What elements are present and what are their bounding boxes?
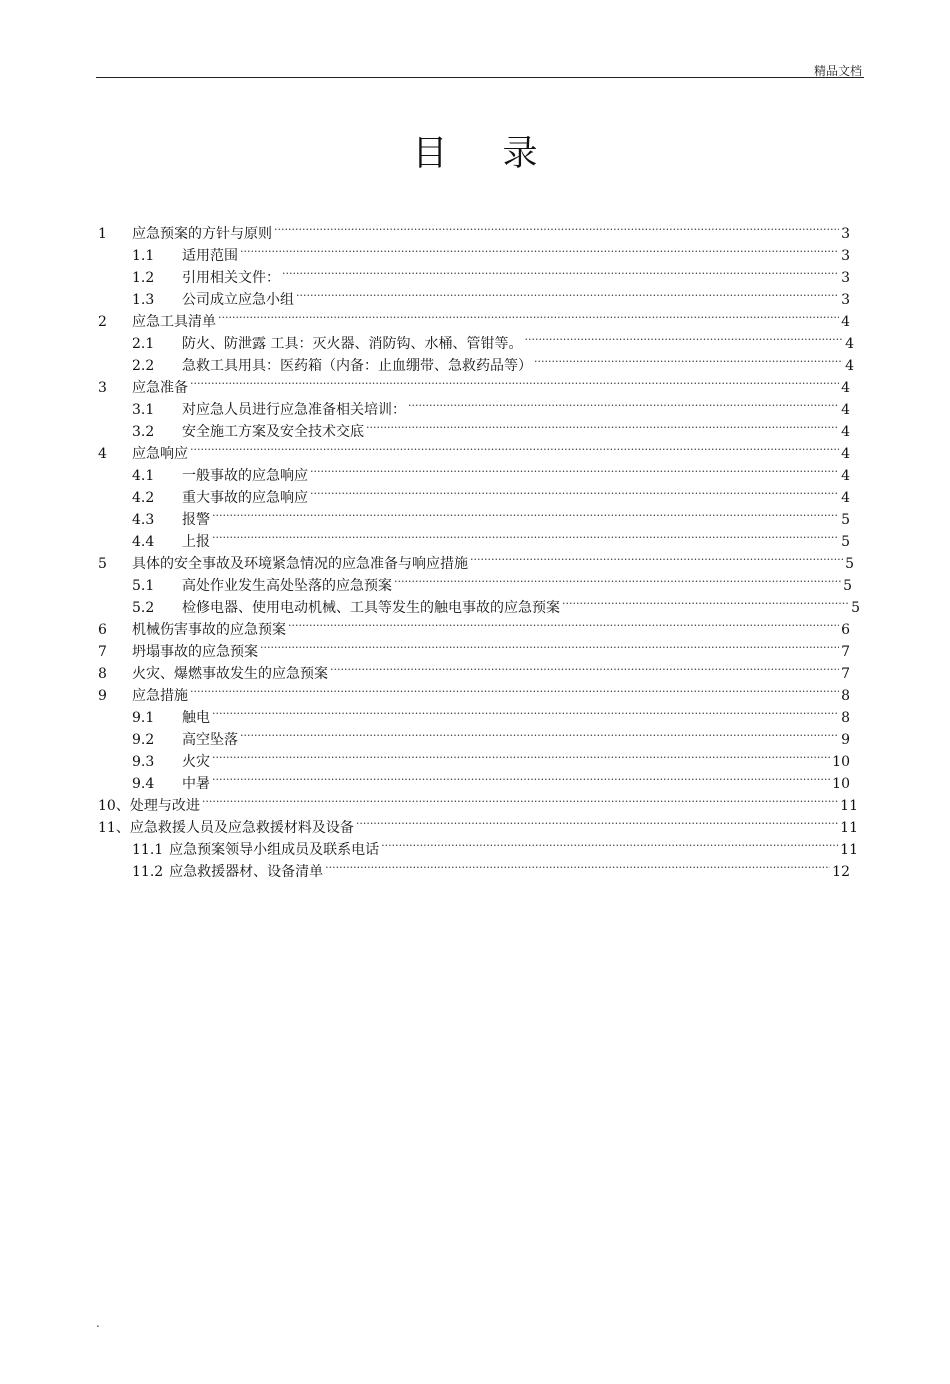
toc-entry-title: 检修电器、使用电动机械、工具等发生的触电事故的应急预案 xyxy=(182,600,560,616)
toc-entry-page: 5 xyxy=(841,512,850,528)
toc-leader-dots xyxy=(212,700,839,722)
toc-entry-page: 4 xyxy=(845,336,854,352)
toc-entry-title: 公司成立应急小组 xyxy=(182,292,294,308)
toc-leader-dots xyxy=(218,304,839,326)
toc-entry-number: 6 xyxy=(98,622,107,638)
toc-entry-page: 4 xyxy=(841,468,850,484)
toc-leader-dots xyxy=(330,656,839,678)
toc-leader-dots xyxy=(282,260,839,282)
toc-entry-page: 3 xyxy=(841,292,850,308)
toc-entry-title: 报警 xyxy=(182,512,210,528)
toc-entry[interactable] xyxy=(132,766,850,792)
toc-entry-title: 机械伤害事故的应急预案 xyxy=(132,622,286,638)
header-label: 精品文档 xyxy=(813,64,862,78)
toc-entry-number: 11、 xyxy=(98,820,130,836)
toc-entry-page: 7 xyxy=(841,644,850,660)
toc-entry[interactable] xyxy=(132,480,850,506)
toc-entry-title: 防火、防泄露 工具：灭火器、消防钩、水桶、管钳等。 xyxy=(182,336,523,352)
toc-entry-title: 应急措施 xyxy=(132,688,188,704)
toc-entry-number: 5.2 xyxy=(132,600,155,616)
toc-entry-page: 10 xyxy=(832,776,850,792)
toc-entry-title: 高空坠落 xyxy=(182,732,238,748)
toc-entry-title: 对应急人员进行应急准备相关培训： xyxy=(182,402,406,418)
header-rule xyxy=(96,77,864,78)
toc-entry[interactable] xyxy=(132,744,850,770)
toc-leader-dots xyxy=(212,744,830,766)
toc-entry[interactable] xyxy=(132,590,860,616)
toc-entry-page: 12 xyxy=(832,864,850,880)
toc-leader-dots xyxy=(534,348,843,370)
toc-entry[interactable] xyxy=(132,282,850,308)
toc-entry-page: 4 xyxy=(841,314,850,330)
toc-entry-number: 9 xyxy=(98,688,107,704)
toc-leader-dots xyxy=(240,238,839,260)
toc-entry-page: 4 xyxy=(841,446,850,462)
toc-entry-number: 1 xyxy=(98,226,107,242)
toc-entry-title: 应急救援人员及应急救援材料及设备 xyxy=(129,820,354,836)
toc-leader-dots xyxy=(296,282,839,304)
toc-entry[interactable] xyxy=(132,392,850,418)
toc-entry-number: 11.1 xyxy=(132,842,164,858)
toc-entry-page: 3 xyxy=(841,248,850,264)
toc-leader-dots xyxy=(288,612,839,634)
toc-entry[interactable] xyxy=(98,304,850,330)
toc-entry-number: 5 xyxy=(98,556,107,572)
toc-entry-number: 11.2 xyxy=(132,864,164,880)
toc-entry[interactable] xyxy=(98,370,850,396)
toc-leader-dots xyxy=(190,436,839,458)
toc-entry[interactable] xyxy=(132,722,850,748)
toc-leader-dots xyxy=(240,722,839,744)
toc-entry-page: 3 xyxy=(841,226,850,242)
toc-entry-number: 5.1 xyxy=(132,578,155,594)
toc-entry-title: 应急准备 xyxy=(132,380,188,396)
toc-entry-number: 8 xyxy=(98,666,107,682)
toc-entry-number: 9.1 xyxy=(132,710,155,726)
toc-leader-dots xyxy=(212,502,839,524)
toc-entry[interactable] xyxy=(132,568,852,594)
toc-entry-title: 处理与改进 xyxy=(129,798,200,814)
toc-entry[interactable] xyxy=(98,436,850,462)
toc-entry-number: 2.2 xyxy=(132,358,155,374)
toc-entry[interactable] xyxy=(132,238,850,264)
toc-entry-number: 1.2 xyxy=(132,270,155,286)
toc-entry-page: 5 xyxy=(845,556,854,572)
toc-entry-title: 应急工具清单 xyxy=(132,314,216,330)
toc-entry-page: 4 xyxy=(841,402,850,418)
toc-entry-title: 触电 xyxy=(182,710,210,726)
toc-entry[interactable] xyxy=(132,414,850,440)
toc-entry-title: 应急预案的方针与原则 xyxy=(132,226,272,242)
toc-entry-title: 重大事故的应急响应 xyxy=(182,490,308,506)
toc-entry-page: 11 xyxy=(840,820,858,836)
toc-entry-page: 8 xyxy=(841,688,850,704)
toc-entry-title: 具体的安全事故及环境紧急情况的应急准备与响应措施 xyxy=(132,556,468,572)
toc-entry-number: 9.4 xyxy=(132,776,155,792)
toc-entry-title: 安全施工方案及安全技术交底 xyxy=(182,424,364,440)
toc-entry-title: 急救工具用具：医药箱（内备：止血绷带、急救药品等） xyxy=(182,358,532,374)
toc-leader-dots xyxy=(202,788,838,810)
page-title: 目 录 xyxy=(412,134,560,174)
toc-entry-number: 4.4 xyxy=(132,534,155,550)
toc-entry-page: 11 xyxy=(840,842,858,858)
toc-entry-page: 4 xyxy=(845,358,854,374)
toc-entry-page: 5 xyxy=(843,578,852,594)
toc-entry-number: 7 xyxy=(98,644,107,660)
toc-entry-number: 1.1 xyxy=(132,248,155,264)
toc-entry[interactable] xyxy=(132,458,850,484)
toc-entry-number: 2.1 xyxy=(132,336,155,352)
toc-leader-dots xyxy=(356,810,838,832)
toc-entry[interactable] xyxy=(132,832,858,858)
toc-entry[interactable] xyxy=(98,216,850,242)
toc-entry-number: 4.1 xyxy=(132,468,155,484)
toc-entry[interactable] xyxy=(98,788,858,814)
toc-entry-number: 9.2 xyxy=(132,732,155,748)
toc-leader-dots xyxy=(190,370,839,392)
toc-leader-dots xyxy=(212,524,839,546)
toc-entry[interactable] xyxy=(98,656,850,682)
toc-entry-number: 3 xyxy=(98,380,107,396)
toc-leader-dots xyxy=(212,766,830,788)
toc-entry[interactable] xyxy=(132,260,850,286)
toc-leader-dots xyxy=(190,678,839,700)
toc-entry-title: 应急响应 xyxy=(132,446,188,462)
toc-entry-number: 4 xyxy=(98,446,107,462)
toc-entry-title: 应急救援器材、设备清单 xyxy=(169,864,324,880)
toc-leader-dots xyxy=(310,458,839,480)
toc-entry-title: 适用范围 xyxy=(182,248,238,264)
toc-entry-number: 4.2 xyxy=(132,490,155,506)
toc-entry-page: 8 xyxy=(841,710,850,726)
toc-entry-title: 应急预案领导小组成员及联系电话 xyxy=(169,842,380,858)
toc-entry[interactable] xyxy=(98,810,858,836)
toc-entry-page: 7 xyxy=(841,666,850,682)
toc-entry-page: 3 xyxy=(841,270,850,286)
toc-entry-number: 3.2 xyxy=(132,424,155,440)
toc-entry-title: 火灾、爆燃事故发生的应急预案 xyxy=(132,666,328,682)
toc-entry[interactable] xyxy=(132,700,850,726)
toc-entry-title: 一般事故的应急响应 xyxy=(182,468,308,484)
toc-entry-number: 10、 xyxy=(98,798,130,814)
toc-leader-dots xyxy=(274,216,839,238)
toc-leader-dots xyxy=(394,568,841,590)
footer-mark: . xyxy=(96,1316,100,1330)
toc-entry-page: 4 xyxy=(841,380,850,396)
toc-entry-page: 6 xyxy=(841,622,850,638)
toc-leader-dots xyxy=(524,326,843,348)
toc-entry-page: 4 xyxy=(841,490,850,506)
toc-entry[interactable] xyxy=(98,546,854,572)
toc-entry-page: 5 xyxy=(841,534,850,550)
toc-leader-dots xyxy=(325,854,830,876)
toc-entry[interactable] xyxy=(132,326,854,352)
toc-entry[interactable] xyxy=(98,634,850,660)
toc-entry-number: 1.3 xyxy=(132,292,155,308)
toc-leader-dots xyxy=(366,414,839,436)
toc-entry-page: 5 xyxy=(851,600,860,616)
toc-entry-page: 11 xyxy=(840,798,858,814)
toc-entry-title: 上报 xyxy=(182,534,210,550)
toc-entry-title: 高处作业发生高处坠落的应急预案 xyxy=(182,578,392,594)
toc-leader-dots xyxy=(408,392,839,414)
toc-leader-dots xyxy=(260,634,839,656)
toc-leader-dots xyxy=(381,832,838,854)
toc-leader-dots xyxy=(470,546,843,568)
toc-entry-number: 2 xyxy=(98,314,107,330)
toc-entry-number: 4.3 xyxy=(132,512,155,528)
toc-entry-number: 9.3 xyxy=(132,754,155,770)
toc-entry[interactable] xyxy=(98,678,850,704)
toc-entry-page: 9 xyxy=(841,732,850,748)
toc-entry[interactable] xyxy=(132,502,850,528)
toc-leader-dots xyxy=(562,590,849,612)
toc-entry-page: 4 xyxy=(841,424,850,440)
toc-entry-title: 引用相关文件： xyxy=(182,270,280,286)
toc-entry[interactable] xyxy=(132,854,850,880)
toc-entry[interactable] xyxy=(132,524,850,550)
toc-entry-number: 3.1 xyxy=(132,402,155,418)
toc-entry-title: 中暑 xyxy=(182,776,210,792)
toc-entry-title: 火灾 xyxy=(182,754,210,770)
toc-entry[interactable] xyxy=(98,612,850,638)
toc-entry-page: 10 xyxy=(832,754,850,770)
toc-entry[interactable] xyxy=(132,348,854,374)
toc-leader-dots xyxy=(310,480,839,502)
toc-entry-title: 坍塌事故的应急预案 xyxy=(132,644,258,660)
